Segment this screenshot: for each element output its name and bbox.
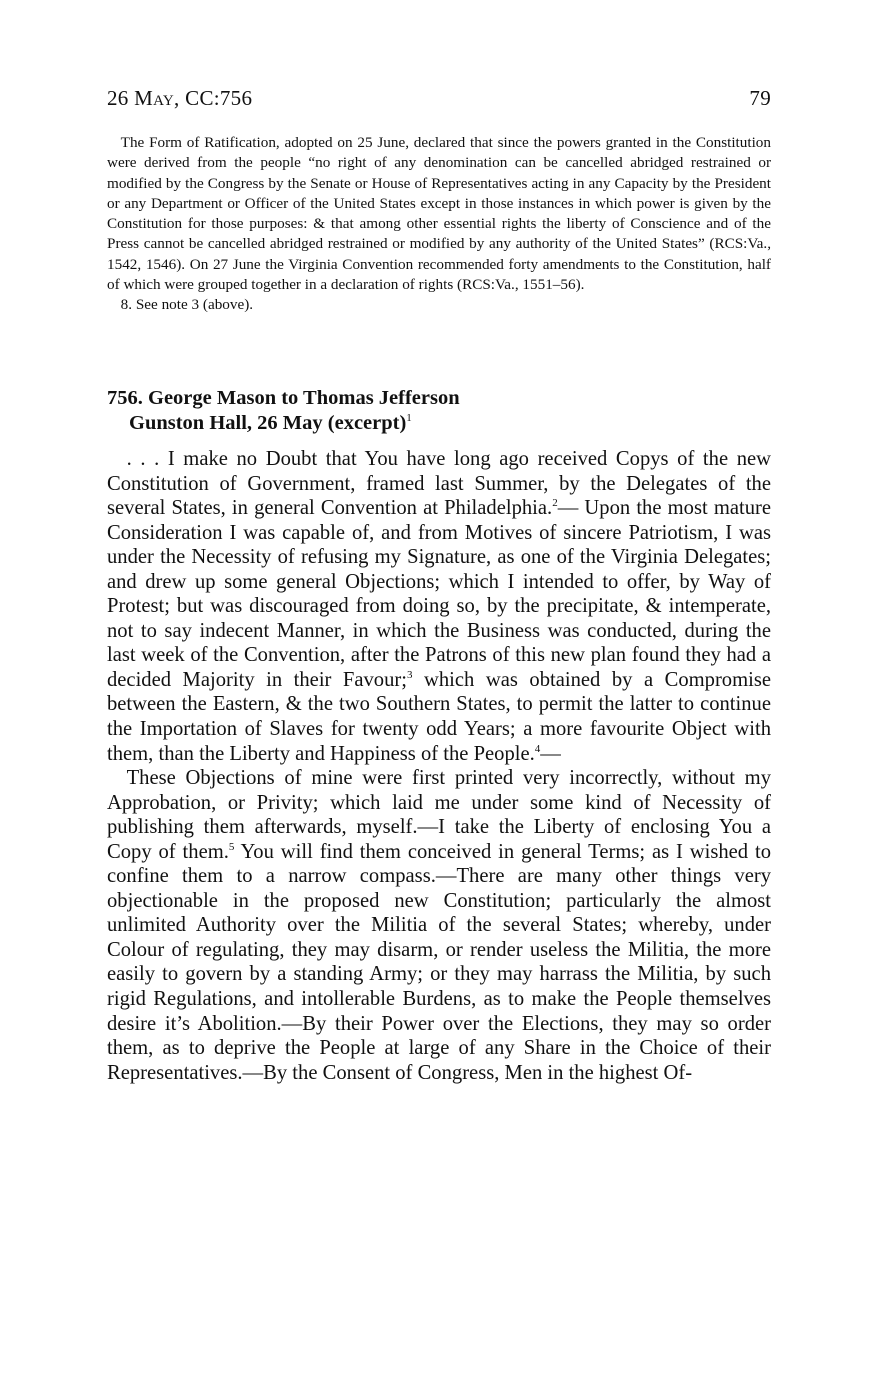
letter-body [107, 447, 771, 1085]
note-7-text: The Form of Ratification, adopted on 25 June, declared that since the powers granted in the Constitution were derived from the people “no right of any denomination can be cancelled abridged restrained or modified by the Congress by the Senate or House of Representatives acting in any Capacity by the President or any Department or Officer of the United States except in those instances in which power is given by the Constitution for those purposes: & that among other essential rights the liberty of Conscience and of the Press cannot be cancelled abridged restrained or modified by any authority of the United States” (RCS:Va., 1542, 1546). On 27 June the Virginia Convention recommended forty amendments to the Constitution, half of which were grouped together in a declaration of rights (RCS:Va., 1551–56). [107, 134, 771, 294]
note-8-text: 8. See note 3 (above). [120, 296, 254, 314]
footnote-ref-1: 1 [406, 412, 412, 424]
footnotes-continued [107, 133, 771, 316]
heading-line-1: 756. George Mason to Thomas Jefferson [107, 387, 460, 409]
footnote-ref-2: 2 [552, 497, 558, 510]
heading-line-2 [107, 411, 771, 436]
running-head-month: May [134, 86, 175, 110]
page-number: 79 [749, 86, 771, 110]
document-heading [107, 386, 771, 436]
running-head-left [107, 86, 252, 111]
footnote-ref-4: 4 [534, 742, 541, 755]
running-head-date: 26 [107, 86, 135, 110]
letter-paragraph-1: . . . I make no Doubt that You have long ago received Copys of the new Constitution of Government, framed last Summer, by the Delegates of the several States, in general Convention at Philadelphia.$^2$— Upon the most mature Consideration I was capable of, and from Motives of sincere Patriotism, I was under the Necessity of refusing my Signature, as one of the Virginia Delegates; and drew up some general Objections; which I intended to offer, by Way of Protest; but was discouraged from doing so, by the precipitate, & intemperate, not to say indecent Manner, in which the Business was conducted, during the last week of the Convention, after the Patrons of this new plan found they had a decided Majority in their Favour;$^3$ which was obtained by a Compromise between the Eastern, & the two Southern States, to permit the latter to continue the Importation of Slaves for twenty odd Years; a more favourite Object with them, than the Liberty and Happiness of the People.$^4$— [107, 448, 771, 765]
running-head [107, 86, 771, 111]
letter-paragraph-2: These Objections of mine were first printed very incorrectly, without my Approbation, or Privity; which laid me under some kind of Necessity of publishing them afterwards, myself.—I take the Liberty of enclosing You a Copy of them.$^5$ You will find them conceived in general Terms; as I wished to confine them to a narrow compass.—There are many other things very objectionable in the proposed new Constitution; particularly the almost unlimited Authority over the Militia of the several States; whereby, under Colour of regulating, they may disarm, or render useless the Militia, the more easily to govern by a standing Army; or they may harrass the Militia, by such rigid Regulations, and intollerable Burdens, as to make the People themselves desire it’s Abolition.—By their Power over the Elections, they may so order them, as to deprive the People at large of any Share in the Choice of their Representatives.—By the Consent of Congress, Men in the highest Of- [107, 767, 771, 1084]
running-head-doc-id: , CC:756 [174, 86, 253, 110]
heading-place-date: Gunston Hall, 26 May (excerpt) [129, 412, 407, 434]
footnote-ref-3: 3 [407, 668, 413, 681]
footnote-ref-5: 5 [228, 840, 235, 853]
